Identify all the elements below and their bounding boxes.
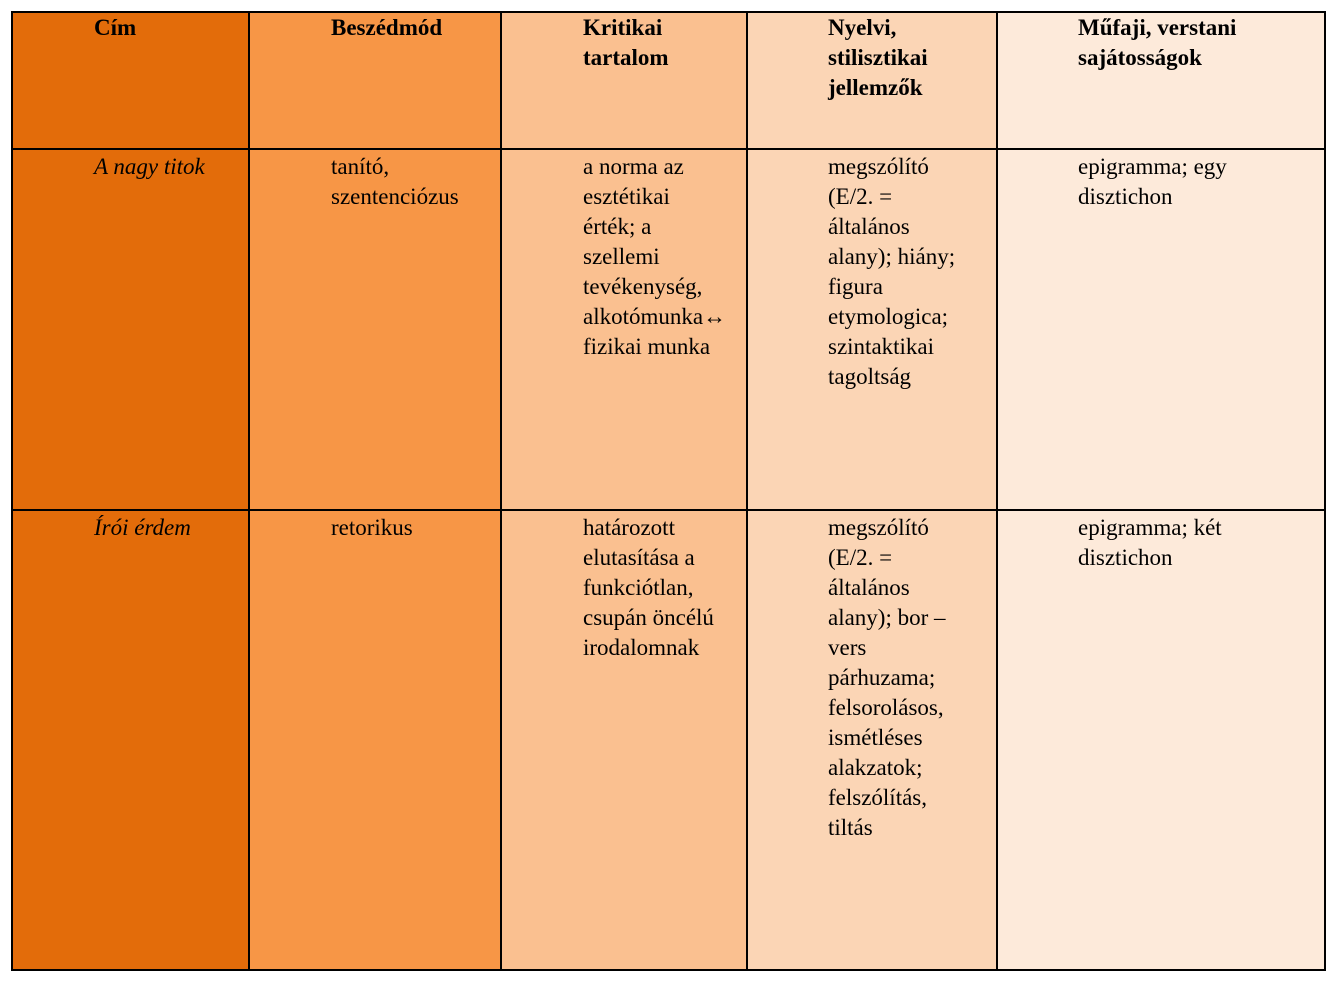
table-row [12,510,1325,970]
header-kritikai-tartalom: Kritikai tartalom [501,12,747,149]
cell-nyelvi-jellemzok: megszólító (E/2. = általános alany); bor – vers párhuzama; felsorolásos, ismétléses alakzatok; felszólítás, tiltás [747,510,997,970]
header-mufaji-verstani-sajatossagok: Műfaji, verstani sajátosságok [997,12,1325,149]
header-beszedmod: Beszédmód [249,12,501,149]
cell-nyelvi-jellemzok: megszólító (E/2. = általános alany); hiány; figura etymologica; szintaktikai tagoltság [747,149,997,510]
poem-analysis-table [11,11,1326,971]
table-row [12,149,1325,510]
cell-beszedmod: retorikus [249,510,501,970]
cell-mufaji-sajatossagok: epigramma; egy disztichon [997,149,1325,510]
cell-mufaji-sajatossagok: epigramma; két disztichon [997,510,1325,970]
cell-beszedmod: tanító, szentenciózus [249,149,501,510]
header-cim: Cím [12,12,249,149]
cell-kritikai-tartalom: a norma az esztétikai érték; a szellemi tevékenység, alkotómunka↔ fizikai munka [501,149,747,510]
cell-title: Írói érdem [12,510,249,970]
cell-kritikai-tartalom: határozott elutasítása a funkciótlan, csupán öncélú irodalomnak [501,510,747,970]
cell-title: A nagy titok [12,149,249,510]
header-nyelvi-stilisztikai-jellemzok: Nyelvi, stilisztikai jellemzők [747,12,997,149]
table-header-row [12,12,1325,149]
